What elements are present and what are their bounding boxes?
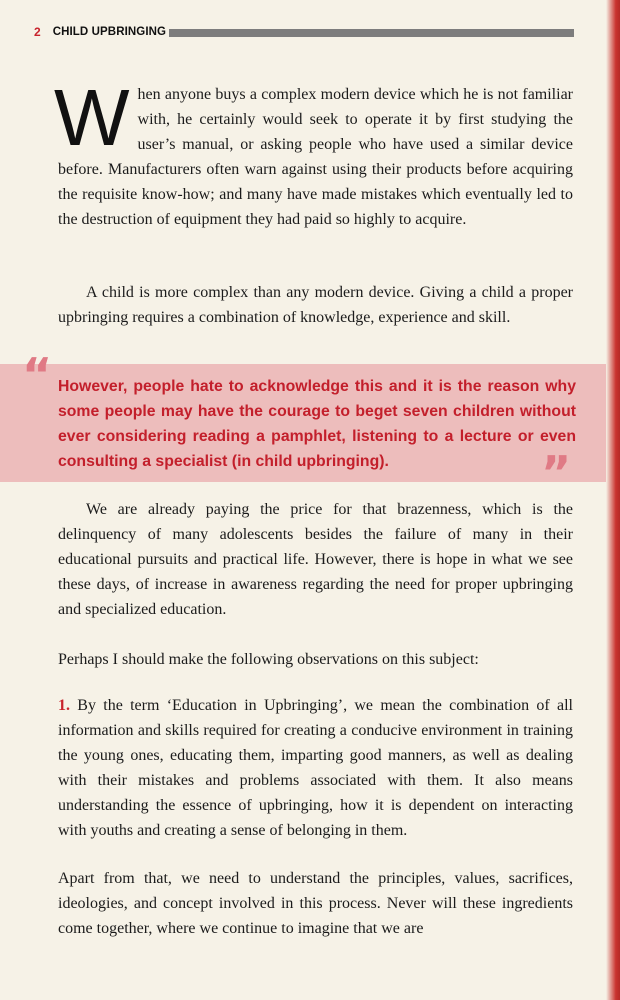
point-number: 1. [58,697,70,714]
page-number: 2 [34,25,41,39]
paragraph-3: We are already paying the price for that brazenness, which is the delinquency of many adolescents besides the failure of many in their educational pursuits and practical life. However, there is hope in what we see these days, of increase in awareness regarding the need for proper upbringing and specialized education. [58,501,573,618]
header-rule [169,29,574,37]
running-header [34,23,574,41]
intro-text: hen anyone buys a complex modern device which he is not familiar with, he certainly would seek to operate it by first studying the user’s manual, or asking people who have used a similar device before. Manufacturers often warn against using their products before acquiring the requisite know-how; and many have made mistakes which eventually led to the destruction of equipment they had paid so highly to acquire. [58,86,573,228]
pull-quote-text: However, people hate to acknowledge this and it is the reason why some people may have the courage to beget seven children without ever considering reading a pamphlet, listening to a lecture or even consulting a specialist (in child upbringing). [58,378,576,470]
numbered-point-1 [58,693,573,843]
chapter-title: CHILD UPBRINGING [52,26,167,38]
drop-cap: W [54,73,130,162]
page-edge [606,0,620,1000]
paragraph-4: Perhaps I should make the following observations on this subject: [58,651,479,668]
paragraph-6: Apart from that, we need to understand the principles, values, sacrifices, ideologies, and concept involved in this process. Never will these ingredients come together, where we continue to imagine that we are [58,870,573,937]
close-quote-icon: ” [541,446,572,500]
paragraph-2: A child is more complex than any modern device. Giving a child a proper upbringing requires a combination of knowledge, experience and skill. [58,284,573,326]
open-quote-icon: “ [22,348,53,402]
intro-paragraph [54,73,573,232]
point-text: By the term ‘Education in Upbringing’, we mean the combination of all information and skills required for creating a conducive environment in training the young ones, educating them, imparting good manners, as well as dealing with their mistakes and problems associated with them. It also means understanding the essence of upbringing, how it is dependent on interacting with youths and creating a sense of belonging in them. [58,697,573,839]
